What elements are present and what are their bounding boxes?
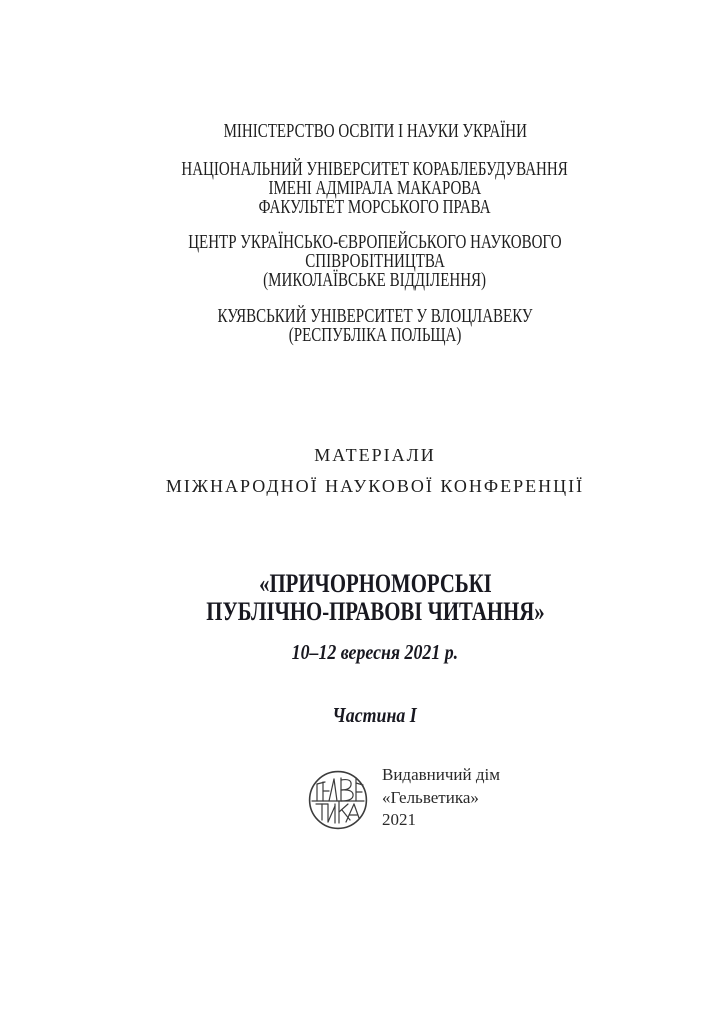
org-line: (МИКОЛАЇВСЬКЕ ВІДДІЛЕННЯ) — [263, 269, 487, 291]
org-block-center — [13, 233, 724, 290]
publisher-name-line1: Видавничий дім — [382, 765, 500, 784]
publisher-block — [308, 764, 500, 832]
org-line: (РЕСПУБЛІКА ПОЛЬЩА) — [288, 324, 462, 346]
publisher-imprint — [382, 764, 500, 832]
org-line: ІМЕНІ АДМІРАЛА МАКАРОВА — [268, 177, 482, 199]
conference-dates — [13, 640, 724, 664]
materials-line2: МІЖНАРОДНОЇ НАУКОВОЇ КОНФЕРЕНЦІЇ — [165, 476, 585, 496]
publisher-name-line2: «Гельветика» — [382, 787, 479, 807]
conference-title-line1: «ПРИЧОРНОМОРСЬКІ — [258, 569, 492, 598]
org-line: КУЯВСЬКИЙ УНІВЕРСИТЕТ У ВЛОЦЛАВЕКУ — [217, 305, 533, 327]
org-block-kujawy — [13, 307, 724, 345]
conference-title-line2: ПУБЛІЧНО-ПРАВОВІ ЧИТАННЯ» — [205, 597, 545, 626]
publisher-year: 2021 — [382, 810, 416, 829]
org-line: НАЦІОНАЛЬНИЙ УНІВЕРСИТЕТ КОРАБЛЕБУДУВАННЯ — [181, 158, 569, 180]
org-line: ЦЕНТР УКРАЇНСЬКО-ЄВРОПЕЙСЬКОГО НАУКОВОГО — [188, 231, 562, 253]
materials-heading — [13, 440, 724, 502]
org-block-university — [13, 160, 724, 217]
part-label-text: Частина I — [332, 703, 418, 727]
conference-dates-text: 10–12 вересня 2021 р. — [291, 640, 459, 664]
helvetica-publisher-logo-icon — [308, 770, 368, 830]
conference-title — [13, 570, 724, 626]
ministry-line — [13, 122, 724, 141]
part-label — [13, 703, 724, 727]
ministry-text: МІНІСТЕРСТВО ОСВІТИ І НАУКИ УКРАЇНИ — [223, 120, 527, 142]
materials-line1: МАТЕРІАЛИ — [314, 445, 436, 465]
org-line: СПІВРОБІТНИЦТВА — [305, 250, 445, 272]
org-line: ФАКУЛЬТЕТ МОРСЬКОГО ПРАВА — [259, 196, 491, 218]
